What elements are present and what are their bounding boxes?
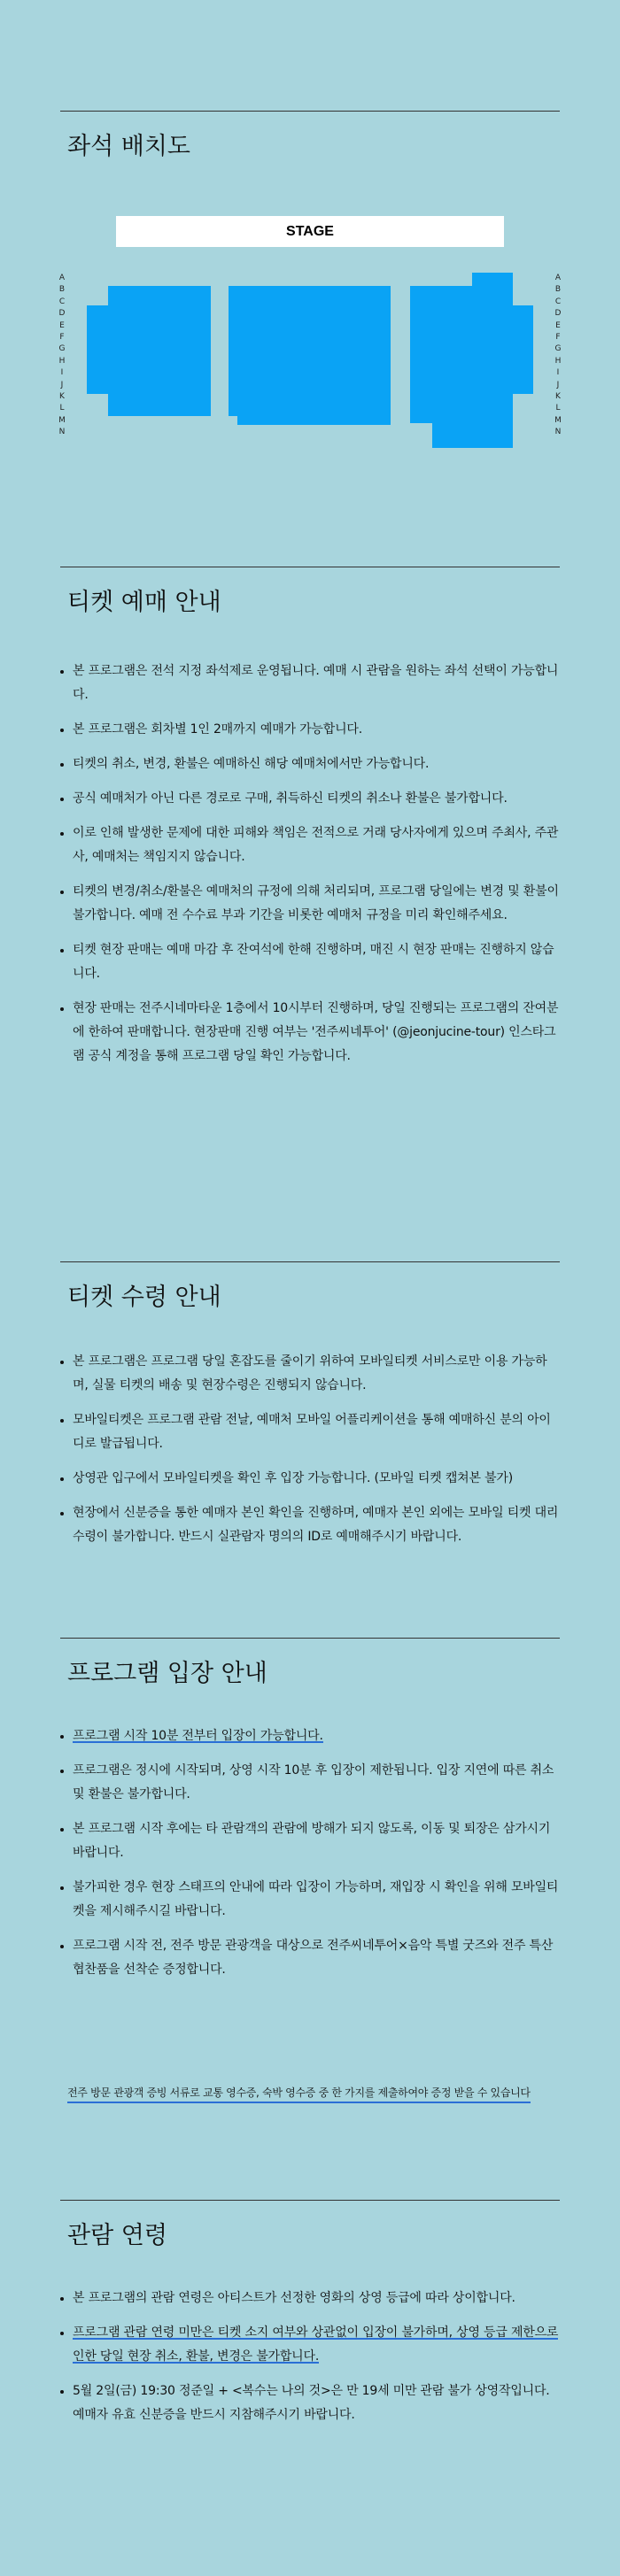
row-label: B	[58, 285, 66, 295]
row-label: N	[554, 428, 562, 437]
row-label: G	[554, 344, 562, 354]
list-item	[60, 2287, 560, 2310]
row-label: J	[60, 380, 64, 389]
list-item	[60, 1759, 560, 1807]
seating-heading: 좌석 배치도	[67, 133, 190, 160]
list-item-text: 본 프로그램은 전석 지정 좌석제로 운영됩니다. 예매 시 관람을 원하는 좌석 선택이 가능합니다.	[73, 664, 559, 702]
booking-heading: 티켓 예매 안내	[67, 589, 221, 616]
row-label: I	[556, 368, 560, 378]
row-label: F	[59, 332, 65, 342]
entry-list	[60, 1724, 560, 1993]
seat-block-right	[410, 286, 513, 423]
list-item-text: 공식 예매처가 아닌 다른 경로로 구매, 취득하신 티켓의 취소나 환불은 불가합니다.	[73, 791, 508, 806]
row-label: C	[554, 297, 562, 306]
age-section	[60, 2200, 560, 2465]
list-item-text: 티켓의 취소, 변경, 환불은 예매하신 해당 예매처에서만 가능합니다.	[73, 757, 430, 771]
pickup-section	[60, 1261, 560, 1633]
seat-block-right	[432, 421, 513, 448]
row-label: E	[555, 320, 561, 330]
row-label: B	[554, 285, 562, 295]
row-label: M	[58, 415, 66, 425]
section-divider	[60, 1638, 560, 1639]
row-label: E	[59, 320, 65, 330]
list-item-text: 프로그램 시작 전, 전주 방문 관광객을 대상으로 전주씨네투어×음악 특별 굿즈와 전주 특산 협찬품을 선착순 증정합니다.	[73, 1939, 554, 1977]
row-label: L	[555, 404, 561, 413]
age-list	[60, 2287, 560, 2438]
list-item-text: 프로그램 관람 연령 미만은 티켓 소지 여부와 상관없이 입장이 불가하며, 상영 등급 제한으로 인한 당일 현장 취소, 환불, 변경은 불가합니다.	[73, 2325, 559, 2364]
list-item-text: 5월 2일(금) 19:30 정준일 + <복수는 나의 것>은 만 19세 미만 관람 불가 상영작입니다. 예매자 유효 신분증을 반드시 지참해주시기 바랍니다.	[73, 2384, 550, 2422]
list-item-text: 본 프로그램은 회차별 1인 2매까지 예매가 가능합니다.	[73, 722, 362, 737]
row-label: D	[58, 309, 66, 319]
list-item-text: 프로그램 시작 10분 전부터 입장이 가능합니다.	[73, 1729, 323, 1743]
row-label: C	[58, 297, 66, 306]
row-label: H	[554, 356, 562, 366]
row-label: H	[58, 356, 66, 366]
row-labels-right	[553, 273, 563, 438]
list-item-text: 프로그램은 정시에 시작되며, 상영 시작 10분 후 입장이 제한됩니다. 입장 지연에 따른 취소 및 환불은 불가합니다.	[73, 1763, 554, 1801]
booking-section	[60, 567, 560, 1142]
age-heading: 관람 연령	[67, 2222, 167, 2249]
stage: STAGE	[116, 216, 504, 247]
row-label: A	[554, 274, 562, 282]
list-item-text: 모바일티켓은 프로그램 관람 전날, 예매처 모바일 어플리케이션을 통해 예매하신 분의 아이디로 발급됩니다.	[73, 1413, 551, 1451]
row-label: M	[554, 415, 562, 425]
list-item	[60, 1876, 560, 1924]
pickup-heading: 티켓 수령 안내	[67, 1284, 221, 1311]
list-item	[60, 787, 560, 811]
list-item-text: 이로 인해 발생한 문제에 대한 피해와 책임은 전적으로 거래 당사자에게 있으며 주최사, 주관사, 예매처는 책임지지 않습니다.	[73, 826, 559, 864]
list-item-text: 현장에서 신분증을 통한 예매자 본인 확인을 진행하며, 예매자 본인 외에는 모바일 티켓 대리 수령이 불가합니다. 반드시 실관람자 명의의 ID로 예매해주시기 바랍니다.	[73, 1506, 559, 1544]
list-item	[60, 1501, 560, 1549]
list-item-text: 불가피한 경우 현장 스태프의 안내에 따라 입장이 가능하며, 재입장 시 확인을 위해 모바일티켓을 제시해주시길 바랍니다.	[73, 1880, 559, 1918]
entry-heading: 프로그램 입장 안내	[67, 1660, 267, 1687]
section-divider	[60, 1261, 560, 1262]
row-label: K	[59, 391, 65, 401]
list-item-text: 본 프로그램 시작 후에는 타 관람객의 관람에 방해가 되지 않도록, 이동 및 퇴장은 삼가시기 바랍니다.	[73, 1822, 551, 1860]
row-label: G	[58, 344, 66, 354]
row-label: N	[58, 428, 66, 437]
list-item-text: 본 프로그램은 프로그램 당일 혼잡도를 줄이기 위하여 모바일티켓 서비스로만 이용 가능하며, 실물 티켓의 배송 및 현장수령은 진행되지 않습니다.	[73, 1354, 547, 1392]
row-label: I	[60, 368, 64, 378]
row-label: A	[58, 274, 66, 282]
list-item	[60, 1408, 560, 1456]
seat-block-center	[237, 414, 391, 425]
list-item	[60, 2379, 560, 2427]
list-item	[60, 880, 560, 928]
seat-block-right	[472, 273, 513, 289]
list-item	[60, 1724, 560, 1748]
row-label: K	[555, 391, 561, 401]
list-item	[60, 1934, 560, 1982]
list-item	[60, 821, 560, 869]
row-labels-left	[57, 273, 67, 438]
seat-block-right	[510, 305, 533, 394]
list-item-text: 현장 판매는 전주시네마타운 1층에서 10시부터 진행하며, 당일 진행되는 프로그램의 잔여분에 한하여 판매합니다. 현장판매 진행 여부는 '전주씨네투어' (@jeonjucine-tour) 인스타그램 공식 계정을 통해 프로그램 당일 확인 가능합니다.	[73, 1001, 559, 1063]
list-item	[60, 1350, 560, 1398]
seat-block-center	[229, 286, 391, 416]
entry-note: 전주 방문 관광객 증빙 서류로 교통 영수증, 숙박 영수증 중 한 가지를 제출하여야 증정 받을 수 있습니다	[67, 2085, 531, 2103]
section-divider	[60, 111, 560, 112]
list-item	[60, 752, 560, 776]
booking-list	[60, 659, 560, 1079]
list-item	[60, 2321, 560, 2369]
row-label: J	[556, 380, 560, 389]
list-item	[60, 1817, 560, 1865]
list-item	[60, 659, 560, 707]
list-item	[60, 938, 560, 986]
row-label: F	[555, 332, 561, 342]
list-item-text: 상영관 입구에서 모바일티켓을 확인 후 입장 가능합니다. (모바일 티켓 캡쳐본 불가)	[73, 1471, 513, 1485]
row-label: D	[554, 309, 562, 319]
list-item-text: 본 프로그램의 관람 연령은 아티스트가 선정한 영화의 상영 등급에 따라 상이합니다.	[73, 2291, 515, 2305]
entry-section	[60, 1638, 560, 2133]
list-item	[60, 997, 560, 1068]
row-label: L	[59, 404, 65, 413]
list-item-text: 티켓의 변경/취소/환불은 예매처의 규정에 의해 처리되며, 프로그램 당일에는 변경 및 환불이 불가합니다. 예매 전 수수료 부과 기간을 비롯한 예매처 규정을 미리 확인해주세요.	[73, 884, 559, 922]
list-item-text: 티켓 현장 판매는 예매 마감 후 잔여석에 한해 진행하며, 매진 시 현장 판매는 진행하지 않습니다.	[73, 943, 554, 981]
pickup-list	[60, 1350, 560, 1560]
seat-block-left	[87, 305, 110, 394]
list-item	[60, 718, 560, 742]
section-divider	[60, 2200, 560, 2201]
list-item	[60, 1467, 560, 1491]
seat-block-left	[108, 286, 211, 416]
